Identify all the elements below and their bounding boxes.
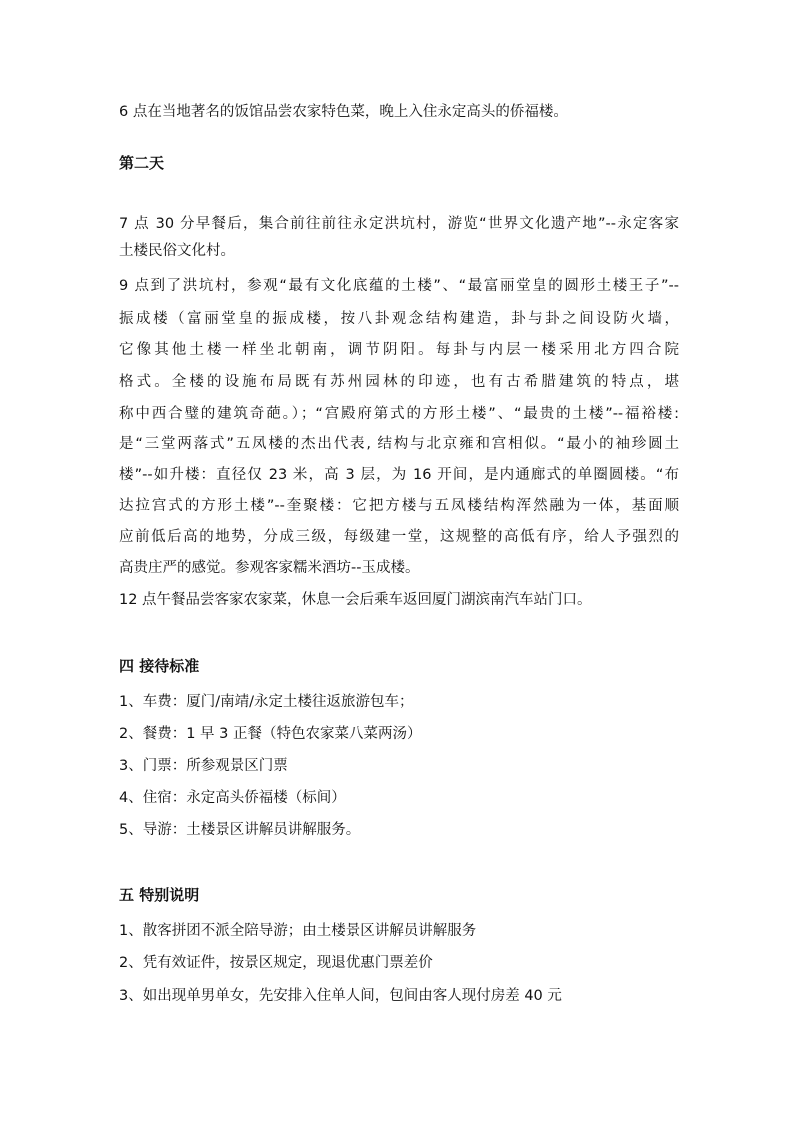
day2-line-12: 高贵庄严的感觉。参观客家糯米酒坊--玉成楼。 (119, 560, 420, 576)
day2-line-5: 它像其他土楼一样坐北朝南，调节阴阳。每卦与内层一楼采用北方四合院 (119, 342, 679, 358)
section5-item-3: 3、如出现单男单女，先安排入住单人间，包间由客人现付房差 40 元 (119, 988, 562, 1004)
section5-heading: 五 特别说明 (119, 886, 200, 904)
section4-item-2: 2、餐费：1 早 3 正餐（特色农家菜八菜两汤） (119, 726, 422, 742)
section4-item-1: 1、车费：厦门/南靖/永定土楼往返旅游包车； (119, 694, 414, 710)
day2-line-3: 9 点到了洪坑村，参观“最有文化底蕴的土楼”、“最富丽堂皇的圆形土楼王子”-- (119, 278, 679, 294)
day2-line-8: 是“三堂两落式”五凤楼的杰出代表, 结构与北京雍和宫相似。“最小的袖珍圆土 (119, 436, 679, 452)
day2-line-13: 12 点午餐品尝客家农家菜，休息一会后乘车返回厦门湖滨南汽车站门口。 (119, 592, 592, 608)
day2-line-11: 应前低后高的地势，分成三级，每级建一堂，这规整的高低有序，给人予强烈的 (119, 529, 679, 545)
day2-line-9: 楼”--如升楼：直径仅 23 米，高 3 层，为 16 开间，是内通廊式的单圈圆楼。“布 (119, 467, 679, 483)
section5-item-1: 1、散客拼团不派全陪导游；由土楼景区讲解员讲解服务 (119, 923, 477, 939)
day2-heading: 第二天 (119, 154, 165, 172)
day2-line-10: 达拉宫式的方形土楼”--奎聚楼：它把方楼与五凤楼结构浑然融为一体，基面顺 (119, 498, 679, 514)
section5-item-2: 2、凭有效证件，按景区规定，现退优惠门票差价 (119, 955, 433, 971)
day2-line-1: 7 点 30 分早餐后，集合前往前往永定洪坑村，游览“世界文化遗产地”--永定客家 (119, 216, 679, 232)
section4-item-4: 4、住宿：永定高头侨福楼（标间） (119, 790, 346, 806)
section4-heading: 四 接待标准 (119, 657, 200, 675)
day1-closing-line: 6 点在当地著名的饭馆品尝农家特色菜，晚上入住永定高头的侨福楼。 (119, 104, 568, 120)
day2-line-4: 振成楼（富丽堂皇的振成楼，按八卦观念结构建造，卦与卦之间设防火墙， (119, 311, 679, 327)
day2-line-7: 称中西合璧的建筑奇葩。）；“宫殿府第式的方形土楼”、“最贵的土楼”--福裕楼: (119, 406, 679, 422)
day2-line-2: 土楼民俗文化村。 (119, 243, 235, 259)
section4-item-5: 5、导游：土楼景区讲解员讲解服务。 (119, 822, 361, 838)
section4-item-3: 3、门票：所参观景区门票 (119, 758, 288, 774)
day2-line-6: 格式。全楼的设施布局既有苏州园林的印迹，也有古希腊建筑的特点，堪 (119, 374, 679, 390)
